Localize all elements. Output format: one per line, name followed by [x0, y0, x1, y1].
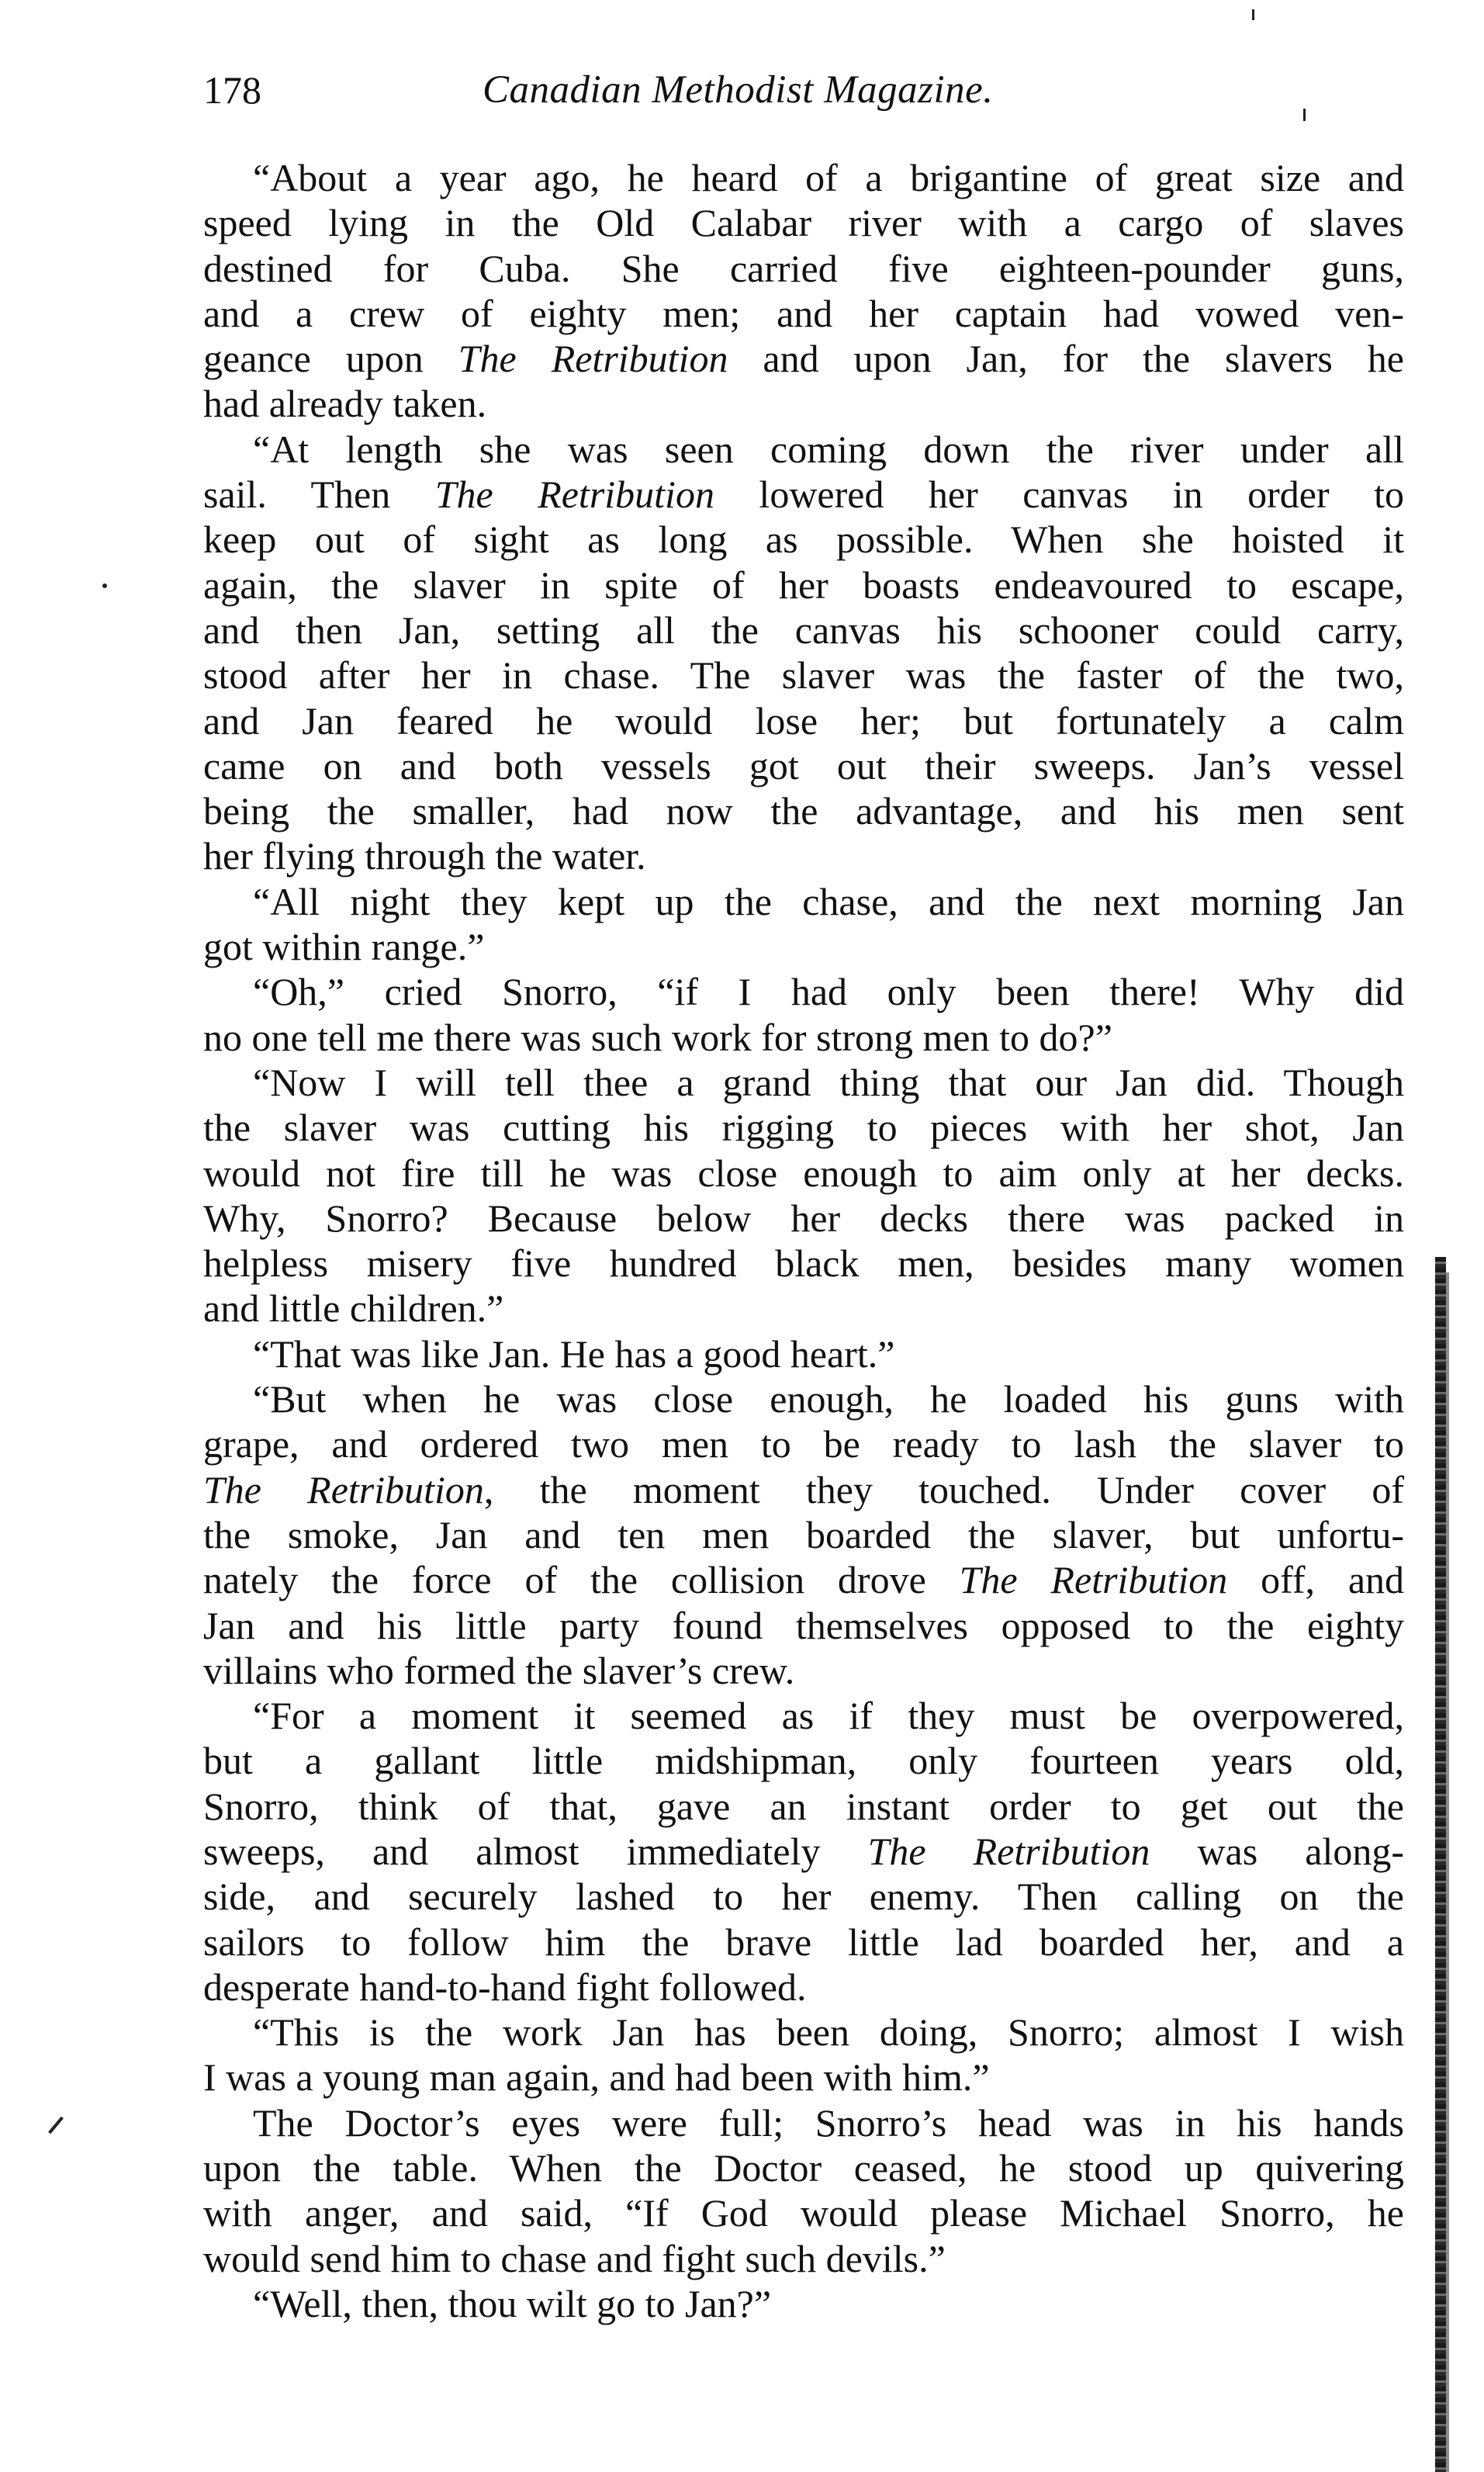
text-line: “For a moment it seemed as if they must be overpowered,	[253, 1694, 1404, 1738]
text-line: destined for Cuba. She carried five eighteen-pounder guns,	[203, 246, 1404, 290]
ship-name: The Retribution	[203, 1467, 484, 1511]
text-line: had already taken.	[203, 382, 487, 426]
text-line: and little children.”	[203, 1286, 504, 1331]
text-line: “At length she was seen coming down the river under all	[253, 427, 1404, 471]
text-line: sail. Then The Retribution lowered her canvas in order to	[203, 473, 1404, 517]
text-line: got within range.”	[203, 925, 485, 969]
text-line: I was a young man again, and had been with him.”	[203, 2055, 990, 2100]
text-line: no one tell me there was such work for strong men to do?”	[203, 1015, 1112, 1059]
text-line: upon the table. When the Doctor ceased, he stood up quivering	[203, 2146, 1404, 2190]
text-line: the slaver was cutting his rigging to pieces with her shot, Jan	[203, 1106, 1404, 1150]
margin-mark	[1252, 9, 1254, 20]
ship-name: The Retribution	[458, 337, 728, 381]
text-line: “Oh,” cried Snorro, “if I had only been there! Why did	[253, 970, 1404, 1014]
text-line: being the smaller, had now the advantage, and his men sent	[203, 789, 1404, 833]
text-line: would not fire till he was close enough to aim only at her decks.	[203, 1151, 1404, 1195]
binding-edge-shadow	[1446, 1272, 1449, 2472]
running-title: Canadian Methodist Magazine.	[483, 68, 994, 112]
text-line: Why, Snorro? Because below her decks there was packed in	[203, 1196, 1404, 1240]
text-line: “This is the work Jan has been doing, Snorro; almost I wish	[253, 2010, 1404, 2055]
text-line: The Retribution, the moment they touched. Under cover of	[203, 1467, 1404, 1511]
text-line: Jan and his little party found themselves opposed to the eighty	[203, 1603, 1404, 1647]
text-line: desperate hand-to-hand fight followed.	[203, 1965, 807, 2009]
text-line: grape, and ordered two men to be ready to lash the slaver to	[203, 1422, 1404, 1466]
text-line: “Now I will tell thee a grand thing that our Jan did. Though	[253, 1060, 1404, 1104]
text-line: The Doctor’s eyes were full; Snorro’s head was in his hands	[253, 2100, 1404, 2145]
page-header	[203, 65, 1413, 121]
text-line: with anger, and said, “If God would please Michael Snorro, he	[203, 2191, 1404, 2235]
text-line: but a gallant little midshipman, only fourteen years old,	[203, 1739, 1404, 1783]
text-line: “But when he was close enough, he loaded his guns with	[253, 1377, 1404, 1421]
ship-name: The Retribution	[434, 473, 714, 517]
text-line: and Jan feared he would lose her; but fortunately a calm	[203, 698, 1404, 743]
text-line: nately the force of the collision drove The Retribution off, and	[203, 1558, 1405, 1602]
margin-mark	[102, 583, 107, 588]
text-line: side, and securely lashed to her enemy. Then calling on the	[203, 1875, 1404, 1919]
text-line: “About a year ago, he heard of a brigantine of great size and	[253, 156, 1404, 199]
ship-name: The Retribution	[959, 1558, 1228, 1602]
text-line: would send him to chase and fight such devils.”	[203, 2236, 946, 2280]
text-line: the smoke, Jan and ten men boarded the slaver, but unfortu-	[203, 1512, 1404, 1556]
text-line: sweeps, and almost immediately The Retribution was along-	[203, 1829, 1404, 1873]
text-line: “Well, then, thou wilt go to Jan?”	[253, 2281, 772, 2325]
text-line: her flying through the water.	[203, 834, 646, 878]
binding-edge	[1435, 1257, 1446, 2472]
text-line: speed lying in the Old Calabar river with a cargo of slaves	[203, 201, 1404, 245]
body-text	[203, 155, 1404, 2326]
margin-mark	[48, 2117, 64, 2134]
text-line: stood after her in chase. The slaver was the faster of the two,	[203, 653, 1404, 698]
text-line: and then Jan, setting all the canvas his schooner could carry,	[203, 608, 1404, 652]
margin-mark	[1303, 109, 1306, 121]
text-line: “All night they kept up the chase, and the next morning Jan	[253, 879, 1404, 923]
text-line: came on and both vessels got out their sweeps. Jan’s vessel	[203, 743, 1404, 788]
text-line: helpless misery five hundred black men, besides many women	[203, 1241, 1404, 1286]
text-line: keep out of sight as long as possible. When she hoisted it	[203, 518, 1404, 562]
text-line: villains who formed the slaver’s crew.	[203, 1648, 795, 1692]
text-line: again, the slaver in spite of her boasts endeavoured to escape,	[203, 563, 1404, 607]
text-line: and a crew of eighty men; and her captain had vowed ven-	[203, 291, 1404, 335]
text-line: “That was like Jan. He has a good heart.”	[253, 1331, 895, 1376]
text-line: Snorro, think of that, gave an instant order to get out the	[203, 1784, 1404, 1828]
text-line: sailors to follow him the brave little lad boarded her, and a	[203, 1920, 1404, 1964]
page-number: 178	[203, 68, 261, 112]
text-line: geance upon The Retribution and upon Jan, for the slavers he	[203, 337, 1404, 381]
ship-name: The Retribution	[867, 1829, 1150, 1873]
